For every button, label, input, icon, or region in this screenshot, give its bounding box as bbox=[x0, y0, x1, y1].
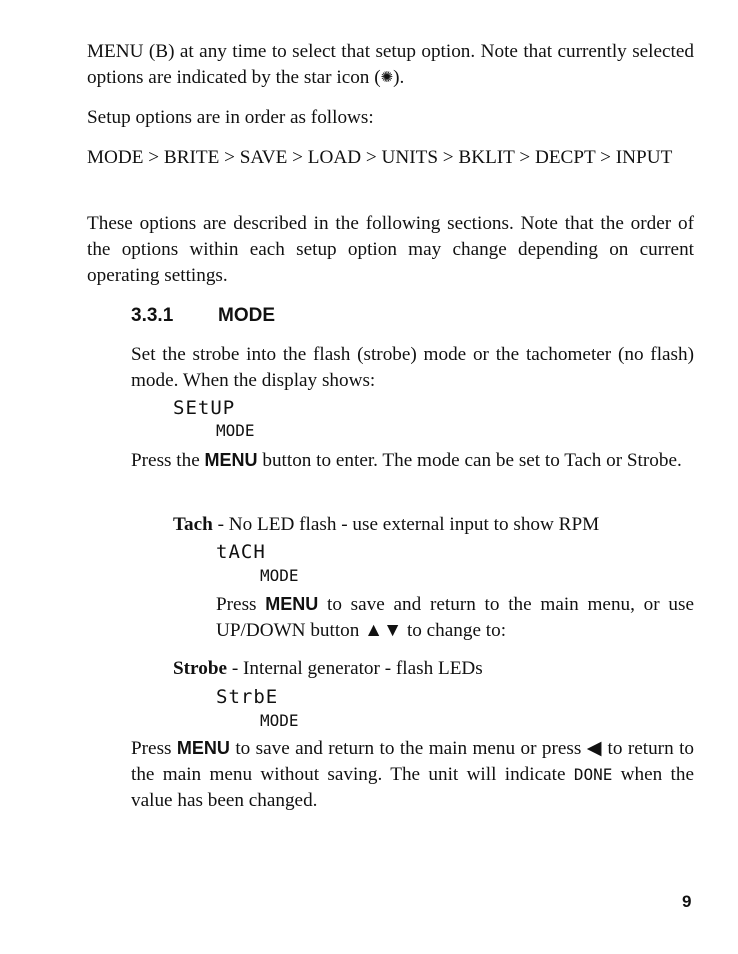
intro-paragraph bbox=[87, 39, 694, 91]
order-list: MODE > BRITE > SAVE > LOAD > UNITS > BKLIT > DECPT > INPUT bbox=[87, 147, 673, 168]
press-menu-post: button to enter. The mode can be set to Tach or Strobe. bbox=[257, 450, 682, 471]
strobe-heading bbox=[173, 656, 694, 682]
done-display: DONE bbox=[573, 765, 613, 784]
section-heading bbox=[131, 305, 531, 327]
display-setup-line2: MODE bbox=[216, 421, 255, 440]
tach-press-pre: Press bbox=[216, 594, 266, 615]
final-menu-keyword: MENU bbox=[176, 738, 230, 758]
final-mid: to save and return to the main menu or press ◀ to return to the main menu without saving. The unit will indicate bbox=[131, 738, 694, 785]
intro-text-a: MENU (B) at any time to select that setup option. Note that currently selected options are indicated by the star icon ( bbox=[87, 41, 694, 88]
section-title: MODE bbox=[218, 305, 275, 326]
tach-heading bbox=[173, 512, 694, 538]
tach-press-menu bbox=[216, 591, 694, 644]
tach-desc: - No LED flash - use external input to show RPM bbox=[212, 514, 600, 535]
star-icon: ✺ bbox=[380, 70, 394, 86]
press-menu-enter bbox=[131, 447, 694, 474]
final-paragraph bbox=[131, 735, 694, 814]
final-post: when the value has been changed. bbox=[131, 764, 694, 811]
press-menu-pre: Press the bbox=[131, 450, 205, 471]
strobe-desc: - Internal generator - flash LEDs bbox=[227, 658, 483, 679]
section-number: 3.3.1 bbox=[131, 305, 174, 326]
display-tach-line1: tACH bbox=[216, 541, 266, 563]
display-setup-line1: SEtUP bbox=[173, 397, 236, 419]
order-intro: Setup options are in order as follows: bbox=[87, 107, 374, 128]
tach-menu-keyword: MENU bbox=[265, 594, 319, 614]
display-strobe-line2: MODE bbox=[260, 711, 299, 730]
tach-press-post: to save and return to the main menu, or use UP/DOWN button ▲▼ to change to: bbox=[216, 594, 694, 641]
intro-text-b: ). bbox=[393, 67, 405, 88]
menu-keyword: MENU bbox=[204, 450, 258, 470]
tach-label: Tach bbox=[173, 514, 213, 535]
strobe-label: Strobe bbox=[173, 658, 228, 679]
display-tach-line2: MODE bbox=[260, 566, 299, 585]
display-strobe-line1: StrbE bbox=[216, 686, 279, 708]
options-note: These options are described in the following sections. Note that the order of the options within each setup option may change depending on current operating settings. bbox=[87, 213, 694, 286]
final-pre: Press bbox=[131, 738, 177, 759]
mode-description: Set the strobe into the flash (strobe) mode or the tachometer (no flash) mode. When the display shows: bbox=[131, 344, 694, 391]
page-number: 9 bbox=[682, 892, 692, 911]
